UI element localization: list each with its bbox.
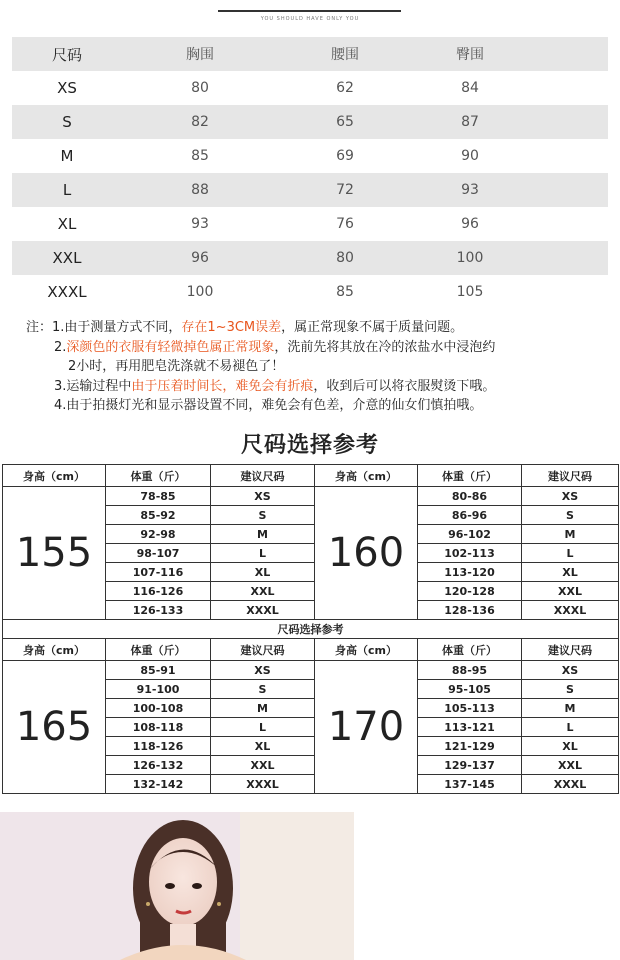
reference-subtitle-row: [3, 620, 619, 639]
header-height: 身高（cm）: [315, 465, 418, 487]
chest-cell: 88: [191, 182, 209, 198]
tagline: YOU SHOULD HAVE ONLY YOU: [260, 16, 360, 22]
model-illustration: [0, 812, 354, 960]
weight-range: 118-126: [106, 737, 211, 756]
weight-range: 86-96: [418, 506, 522, 525]
weight-range: 85-91: [106, 661, 211, 680]
note-1: [26, 318, 616, 338]
waist-cell: 62: [336, 80, 354, 96]
header-weight: 体重（斤）: [106, 465, 211, 487]
size-chart-row: [12, 139, 608, 173]
suggested-size: S: [211, 680, 315, 699]
size-cell: M: [60, 147, 74, 165]
model-photo: [0, 812, 354, 960]
suggested-size: M: [522, 525, 619, 544]
size-cell: XXL: [52, 249, 82, 267]
header-height: 身高（cm）: [3, 639, 106, 661]
size-chart-row: [12, 275, 608, 309]
header-size: 建议尺码: [211, 465, 315, 487]
header-weight: 体重（斤）: [106, 639, 211, 661]
suggested-size: XS: [211, 661, 315, 680]
weight-range: 126-132: [106, 756, 211, 775]
note-text: 3.运输过程中: [54, 378, 132, 394]
suggested-size: XXL: [211, 756, 315, 775]
weight-range: 98-107: [106, 544, 211, 563]
weight-range: 105-113: [418, 699, 522, 718]
suggested-size: S: [211, 506, 315, 525]
height-value: 165: [3, 661, 106, 794]
hip-cell: 84: [461, 80, 479, 96]
weight-range: 128-136: [418, 601, 522, 620]
size-chart-row: [12, 207, 608, 241]
weight-range: 108-118: [106, 718, 211, 737]
note-text: ，属正常现象不属于质量问题。: [281, 320, 464, 335]
suggested-size: XXL: [522, 582, 619, 601]
reference-row: [3, 487, 619, 506]
chest-cell: 100: [186, 284, 214, 300]
height-value: 170: [315, 661, 418, 794]
suggested-size: XXXL: [211, 775, 315, 794]
reference-header-row: [3, 639, 619, 661]
note-text: 注：1.由于测量方式不同，: [26, 320, 182, 335]
header-waist: 腰围: [331, 47, 359, 63]
chest-cell: 82: [191, 114, 209, 130]
header-size: 建议尺码: [522, 639, 619, 661]
waist-cell: 72: [336, 182, 354, 198]
reference-header-row: [3, 465, 619, 487]
size-chart-row: [12, 105, 608, 139]
weight-range: 113-121: [418, 718, 522, 737]
size-chart: [12, 37, 608, 309]
suggested-size: L: [522, 718, 619, 737]
suggested-size: XXL: [522, 756, 619, 775]
weight-range: 80-86: [418, 487, 522, 506]
waist-cell: 76: [336, 216, 354, 232]
waist-cell: 65: [336, 114, 354, 130]
weight-range: 78-85: [106, 487, 211, 506]
header-height: 身高（cm）: [3, 465, 106, 487]
note-highlight: 存在1~3CM误差: [181, 320, 282, 335]
suggested-size: XXL: [211, 582, 315, 601]
suggested-size: XS: [522, 661, 619, 680]
note-4: 4.由于拍摄灯光和显示器设置不同，难免会有色差，介意的仙女们慎拍哦。: [54, 398, 483, 413]
weight-range: 107-116: [106, 563, 211, 582]
weight-range: 129-137: [418, 756, 522, 775]
header-size: 建议尺码: [522, 465, 619, 487]
suggested-size: XS: [522, 487, 619, 506]
suggested-size: XL: [522, 737, 619, 756]
weight-range: 113-120: [418, 563, 522, 582]
suggested-size: L: [522, 544, 619, 563]
reference-title: 尺码选择参考: [240, 433, 379, 458]
header-size: 建议尺码: [211, 639, 315, 661]
size-cell: XXXL: [47, 283, 87, 301]
note-2-continued: 2小时，再用肥皂洗涤就不易褪色了！: [68, 359, 285, 374]
header-weight: 体重（斤）: [418, 465, 522, 487]
suggested-size: M: [522, 699, 619, 718]
size-cell: S: [62, 113, 72, 131]
suggested-size: S: [522, 506, 619, 525]
header-weight: 体重（斤）: [418, 639, 522, 661]
size-cell: XS: [57, 79, 77, 97]
suggested-size: S: [522, 680, 619, 699]
chest-cell: 93: [191, 216, 209, 232]
header-hip: 臀围: [456, 47, 484, 63]
height-value: 155: [3, 487, 106, 620]
header-divider: [218, 0, 401, 12]
weight-range: 102-113: [418, 544, 522, 563]
chest-cell: 96: [191, 250, 209, 266]
suggested-size: M: [211, 699, 315, 718]
waist-cell: 69: [336, 148, 354, 164]
chest-cell: 80: [191, 80, 209, 96]
suggested-size: XL: [522, 563, 619, 582]
note-text: 2.: [54, 339, 67, 355]
weight-range: 132-142: [106, 775, 211, 794]
suggested-size: XXXL: [522, 775, 619, 794]
weight-range: 120-128: [418, 582, 522, 601]
note-3: [26, 377, 616, 397]
weight-range: 116-126: [106, 582, 211, 601]
size-chart-row: [12, 173, 608, 207]
size-cell: XL: [57, 215, 77, 233]
header-size: 尺码: [51, 45, 82, 64]
notes: [26, 318, 616, 416]
hip-cell: 93: [461, 182, 479, 198]
waist-cell: 85: [336, 284, 354, 300]
header-height: 身高（cm）: [315, 639, 418, 661]
note-highlight: 由于压着时间长，难免会有折痕: [131, 378, 314, 394]
hip-cell: 96: [461, 216, 479, 232]
suggested-size: L: [211, 718, 315, 737]
suggested-size: M: [211, 525, 315, 544]
suggested-size: L: [211, 544, 315, 563]
weight-range: 85-92: [106, 506, 211, 525]
size-chart-header: [12, 37, 608, 71]
size-chart-row: [12, 71, 608, 105]
note-highlight: 深颜色的衣服有轻微掉色属正常现象: [66, 339, 275, 355]
hip-cell: 87: [461, 114, 479, 130]
note-2: [26, 338, 616, 358]
hip-cell: 105: [456, 284, 484, 300]
note-text: ，洗前先将其放在冷的浓盐水中浸泡约: [274, 339, 496, 355]
note-text: ，收到后可以将衣服熨烫下哦。: [313, 378, 496, 394]
suggested-size: XL: [211, 737, 315, 756]
weight-range: 95-105: [418, 680, 522, 699]
height-value: 160: [315, 487, 418, 620]
size-cell: L: [62, 181, 72, 199]
suggested-size: XXXL: [211, 601, 315, 620]
suggested-size: XL: [211, 563, 315, 582]
weight-range: 100-108: [106, 699, 211, 718]
size-chart-row: [12, 241, 608, 275]
weight-range: 126-133: [106, 601, 211, 620]
weight-range: 92-98: [106, 525, 211, 544]
suggested-size: XS: [211, 487, 315, 506]
waist-cell: 80: [336, 250, 354, 266]
weight-range: 137-145: [418, 775, 522, 794]
weight-range: 88-95: [418, 661, 522, 680]
hip-cell: 90: [461, 148, 479, 164]
chest-cell: 85: [191, 148, 209, 164]
reference-subtitle: 尺码选择参考: [3, 620, 619, 639]
weight-range: 91-100: [106, 680, 211, 699]
reference-row: [3, 661, 619, 680]
header-chest: 胸围: [186, 47, 214, 63]
size-reference-table: [2, 464, 619, 794]
hip-cell: 100: [456, 250, 484, 266]
weight-range: 121-129: [418, 737, 522, 756]
suggested-size: XXXL: [522, 601, 619, 620]
weight-range: 96-102: [418, 525, 522, 544]
